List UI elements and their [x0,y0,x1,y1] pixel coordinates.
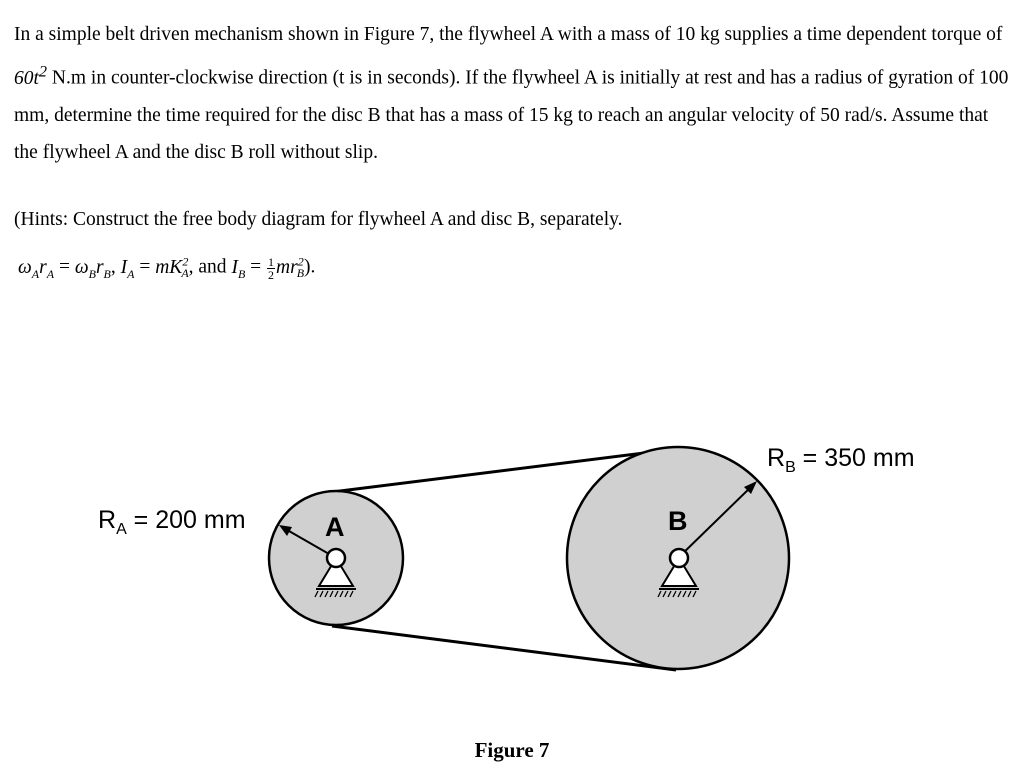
formula-omega-a [18,256,55,281]
label-b: B [668,506,688,536]
equals: = [134,256,156,278]
label-rb-main: R [767,444,786,472]
equals: = [54,256,75,278]
sub-b: B [88,266,96,281]
sub-b: B [296,266,305,281]
hints-text: (Hints: Construct the free body diagram for flywheel A and disc B, separately. [14,209,623,230]
fraction-half [267,256,275,281]
label-ra [98,506,246,538]
formula-omega-b [74,256,111,281]
r-symbol: r [95,256,104,278]
formula-inertia-a [120,256,135,281]
comma: , [110,256,121,278]
close-paren: ). [304,256,316,278]
and-text: , and [188,256,232,278]
fraction-numerator: 1 [268,254,275,269]
mr-symbol: mr [276,256,298,278]
sub-a: A [31,266,40,281]
label-rb [767,444,915,476]
figure-caption: Figure 7 [474,738,550,762]
hint-formula [18,246,315,288]
sub-a: A [127,266,135,281]
torque-exponent: 2 [38,62,48,80]
label-a: A [325,512,345,542]
formula-mr [276,254,305,281]
label-ra-sub: A [116,521,127,538]
sub-a: A [181,266,189,281]
formula-mk [155,254,189,281]
torque-coefficient: 60t [14,67,39,89]
problem-text-1: In a simple belt driven mechanism shown in Figure 7, the flywheel A with a mass of 10 kg supplies a time dependent torque of [14,24,1003,45]
belt-mechanism-figure [0,420,1024,720]
fraction-denominator: 2 [268,267,275,282]
sup-2: 2 [297,254,304,268]
sub-b: B [103,266,111,281]
mk-symbol: mK [155,256,183,278]
omega-symbol: ω [18,256,32,278]
omega-symbol: ω [74,256,89,278]
i-symbol: I [231,256,238,278]
label-rb-sub: B [785,459,796,476]
sup-2: 2 [182,254,189,268]
label-rb-value: = 350 mm [795,444,915,472]
sub-a: A [46,266,55,281]
label-ra-main: R [98,506,117,534]
formula-inertia-b [231,256,246,281]
sub-b: B [237,266,246,281]
torque-expression [14,62,48,89]
problem-text-2: N.m in counter-clockwise direction (t is in seconds). If the flywheel A is initially at rest and has a radius of gyration of 100 mm, determine the time required for the disc B that has a mass of 15 kg to reach an angular velocity of 50 rad/s. Assume that the flywheel A and the disc B roll without slip. [14,67,1009,163]
i-symbol: I [120,256,128,278]
problem-statement [14,16,1014,171]
r-symbol: r [39,256,47,278]
equals: = [245,256,267,278]
label-ra-value: = 200 mm [126,506,246,534]
